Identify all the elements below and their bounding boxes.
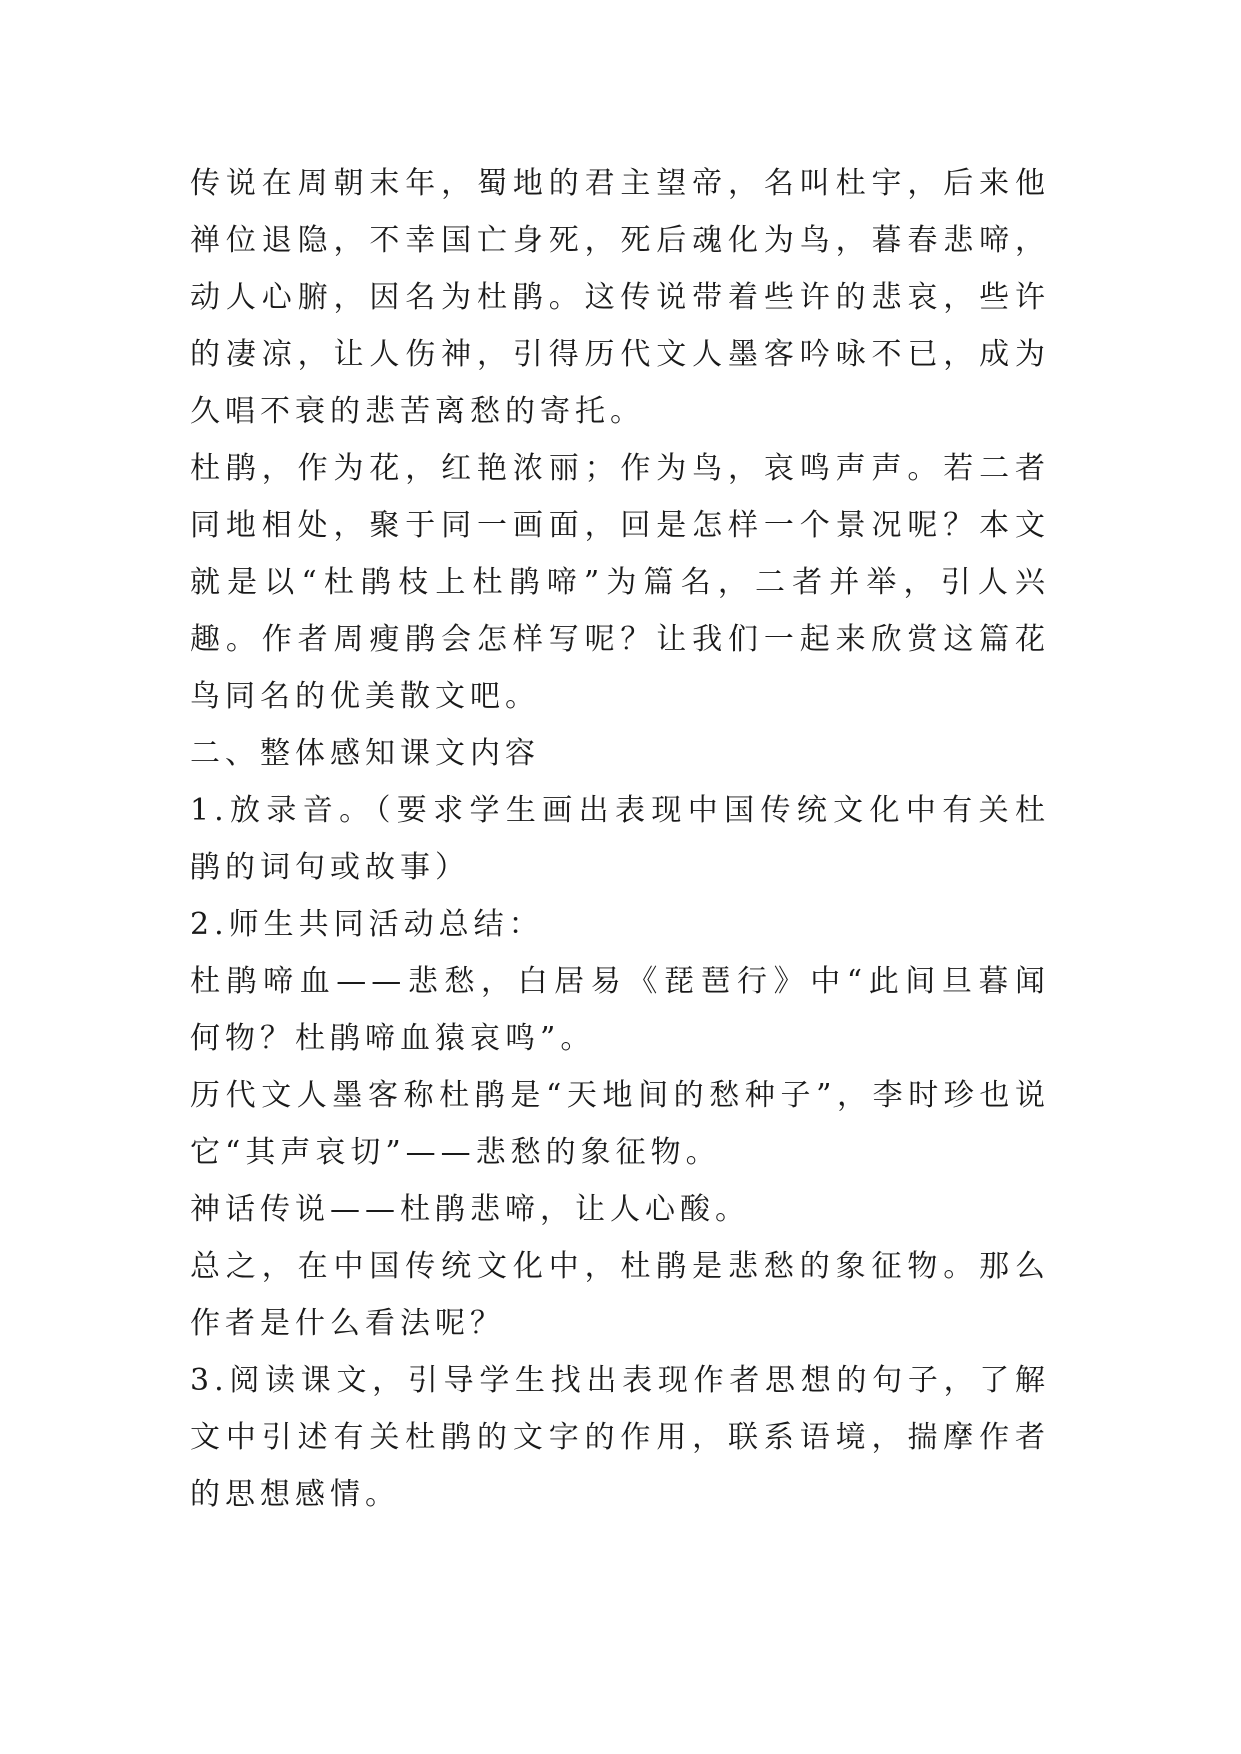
summary-conclusion: 总之，在中国传统文化中，杜鹃是悲愁的象征物。那么作者是什么看法呢？ xyxy=(190,1249,1050,1341)
step-3: 3.阅读课文，引导学生找出表现作者思想的句子，了解文中引述有关杜鹃的文字的作用，联系语境，揣摩作者的思想感情。 xyxy=(190,1363,1050,1512)
summary-point-3: 神话传说——杜鹃悲啼，让人心酸。 xyxy=(190,1192,750,1227)
summary-point-2: 历代文人墨客称杜鹃是“天地间的愁种子”，李时珍也说它“其声哀切”——悲愁的象征物。 xyxy=(190,1078,1050,1170)
section-heading: 二、整体感知课文内容 xyxy=(190,736,540,771)
paragraph-legend: 传说在周朝末年，蜀地的君主望帝，名叫杜宇，后来他禅位退隐，不幸国亡身死，死后魂化为鸟，暮春悲啼，动人心腑，因名为杜鹃。这传说带着些许的悲哀，些许的凄凉，让人伤神，引得历代文人墨客吟咏不已，成为久唱不衰的悲苦离愁的寄托。 xyxy=(190,166,1050,429)
summary-point-1: 杜鹃啼血——悲愁，白居易《琵琶行》中“此间旦暮闻何物？杜鹃啼血猿哀鸣”。 xyxy=(190,964,1050,1056)
paragraph-intro: 杜鹃，作为花，红艳浓丽；作为鸟，哀鸣声声。若二者同地相处，聚于同一画面，回是怎样一个景况呢？本文就是以“杜鹃枝上杜鹃啼”为篇名，二者并举，引人兴趣。作者周瘦鹃会怎样写呢？让我们一起来欣赏这篇花鸟同名的优美散文吧。 xyxy=(190,451,1050,714)
document-body xyxy=(190,155,1050,1523)
step-1: 1.放录音。（要求学生画出表现中国传统文化中有关杜鹃的词句或故事） xyxy=(190,793,1050,885)
step-2: 2.师生共同活动总结： xyxy=(190,907,544,942)
